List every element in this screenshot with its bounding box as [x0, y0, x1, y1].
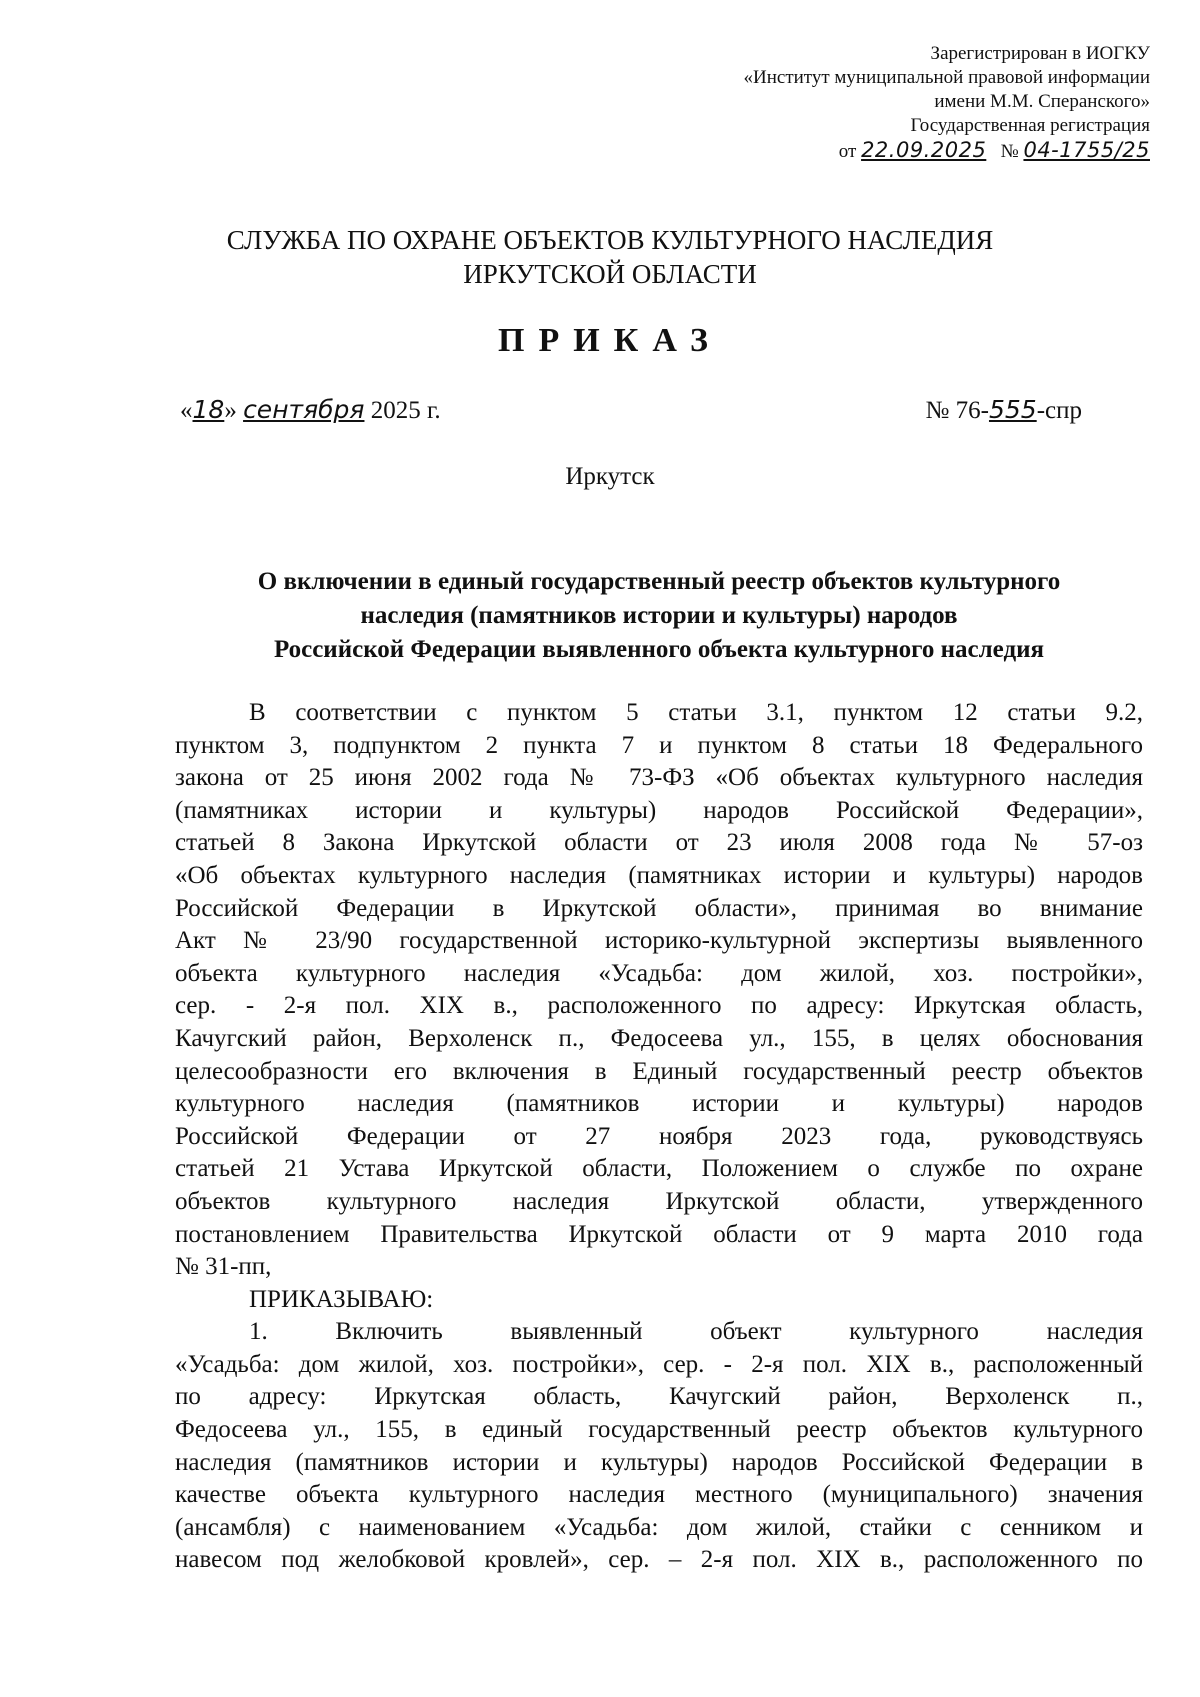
body-line: статьей 21 Устава Иркутской области, Положением о службе по охране — [175, 1155, 1143, 1183]
body-line: В соответствии с пунктом 5 статьи 3.1, пунктом 12 статьи 9.2, — [249, 699, 1143, 726]
registration-line-5 — [630, 138, 1150, 164]
body-line: объекта культурного наследия «Усадьба: дом жилой, хоз. постройки», — [175, 959, 1143, 987]
body-line: Качугский район, Верхоленск п., Федосеева ул., 155, в целях обоснования — [175, 1024, 1143, 1052]
document-type: ПРИКАЗ — [498, 322, 722, 359]
body-line: по адресу: Иркутская область, Качугский район, Верхоленск п., — [175, 1383, 1143, 1411]
registration-number-prefix: № — [1000, 141, 1019, 162]
registration-line-1: Зарегистрирован в ИОГКУ — [930, 43, 1150, 64]
order-subject — [175, 565, 1143, 667]
order-directive: ПРИКАЗЫВАЮ: — [249, 1285, 434, 1313]
registration-line-4: Государственная регистрация — [910, 115, 1150, 136]
registration-number: 04-1755/25 — [1023, 138, 1150, 162]
order-year: 2025 г. — [370, 397, 441, 424]
body-line: Российской Федерации в Иркутской области», принимая во внимание — [175, 894, 1143, 922]
body-line: «Об объектах культурного наследия (памятниках истории и культуры) народов — [175, 861, 1143, 889]
body-line: навесом под желобковой кровлей», сер. – 2-я пол. XIX в., расположенного по — [175, 1546, 1143, 1574]
quote-open: « — [180, 397, 193, 424]
order-month: сентября — [243, 395, 365, 424]
subject-line-3: Российской Федерации выявленного объекта культурного наследия — [273, 636, 1045, 663]
order-number — [926, 395, 1082, 425]
organization-line-1: СЛУЖБА ПО ОХРАНЕ ОБЪЕКТОВ КУЛЬТУРНОГО НАСЛЕДИЯ — [226, 225, 994, 255]
date-number-row — [180, 395, 1082, 425]
body-line: качестве объекта культурного наследия местного (муниципального) значения — [175, 1481, 1143, 1509]
body-line: (ансамбля) с наименованием «Усадьба: дом жилой, стайки с сенником и — [175, 1513, 1143, 1541]
body-line: статьей 8 Закона Иркутской области от 23 июля 2008 года № 57-оз — [175, 829, 1143, 857]
body-line: постановлением Правительства Иркутской области от 9 марта 2010 года — [175, 1220, 1143, 1248]
body-line: сер. - 2-я пол. XIX в., расположенного по адресу: Иркутская область, — [175, 992, 1143, 1020]
subject-line-1: О включении в единый государственный реестр объектов культурного — [257, 568, 1061, 595]
body-line: № 31-пп, — [175, 1253, 272, 1281]
body-line: культурного наследия (памятников истории и культуры) народов — [175, 1090, 1143, 1118]
order-number-prefix: № 76- — [925, 397, 989, 424]
body-line: (памятниках истории и культуры) народов Российской Федерации», — [175, 796, 1143, 824]
order-day: 18 — [192, 395, 225, 424]
body-line: пунктом 3, подпунктом 2 пункта 7 и пунктом 8 статьи 18 Федерального — [175, 731, 1143, 759]
body-line: Федосеева ул., 155, в единый государственный реестр объектов культурного — [175, 1416, 1143, 1444]
organization-name — [0, 223, 1200, 291]
body-line: Российской Федерации от 27 ноября 2023 года, руководствуясь — [175, 1122, 1143, 1150]
registration-stamp — [630, 42, 1150, 164]
order-body — [175, 697, 1143, 1577]
body-line: наследия (памятников истории и культуры) народов Российской Федерации в — [175, 1448, 1143, 1476]
body-line: объектов культурного наследия Иркутской области, утвержденного — [175, 1187, 1143, 1215]
quote-close: » — [224, 397, 237, 424]
body-line: Акт № 23/90 государственной историко-культурной экспертизы выявленного — [175, 927, 1143, 955]
body-line: целесообразности его включения в Единый государственный реестр объектов — [175, 1057, 1143, 1085]
registration-date: 22.09.2025 — [861, 138, 987, 162]
body-line: «Усадьба: дом жилой, хоз. постройки», сер. - 2-я пол. XIX в., расположенный — [175, 1350, 1143, 1378]
order-date — [180, 395, 441, 425]
subject-line-2: наследия (памятников истории и культуры) народов — [360, 602, 958, 629]
organization-line-2: ИРКУТСКОЙ ОБЛАСТИ — [463, 259, 757, 289]
registration-line-2: «Институт муниципальной правовой информации — [743, 67, 1150, 88]
body-line: закона от 25 июня 2002 года № 73-ФЗ «Об объектах культурного наследия — [175, 764, 1143, 792]
registration-line-3: имени М.М. Сперанского» — [934, 91, 1150, 112]
order-number-suffix: -спр — [1036, 397, 1082, 424]
body-line: 1. Включить выявленный объект культурного наследия — [249, 1318, 1143, 1346]
city: Иркутск — [565, 463, 655, 490]
registration-date-prefix: от — [838, 141, 857, 162]
order-number-handwritten: 555 — [988, 395, 1037, 424]
